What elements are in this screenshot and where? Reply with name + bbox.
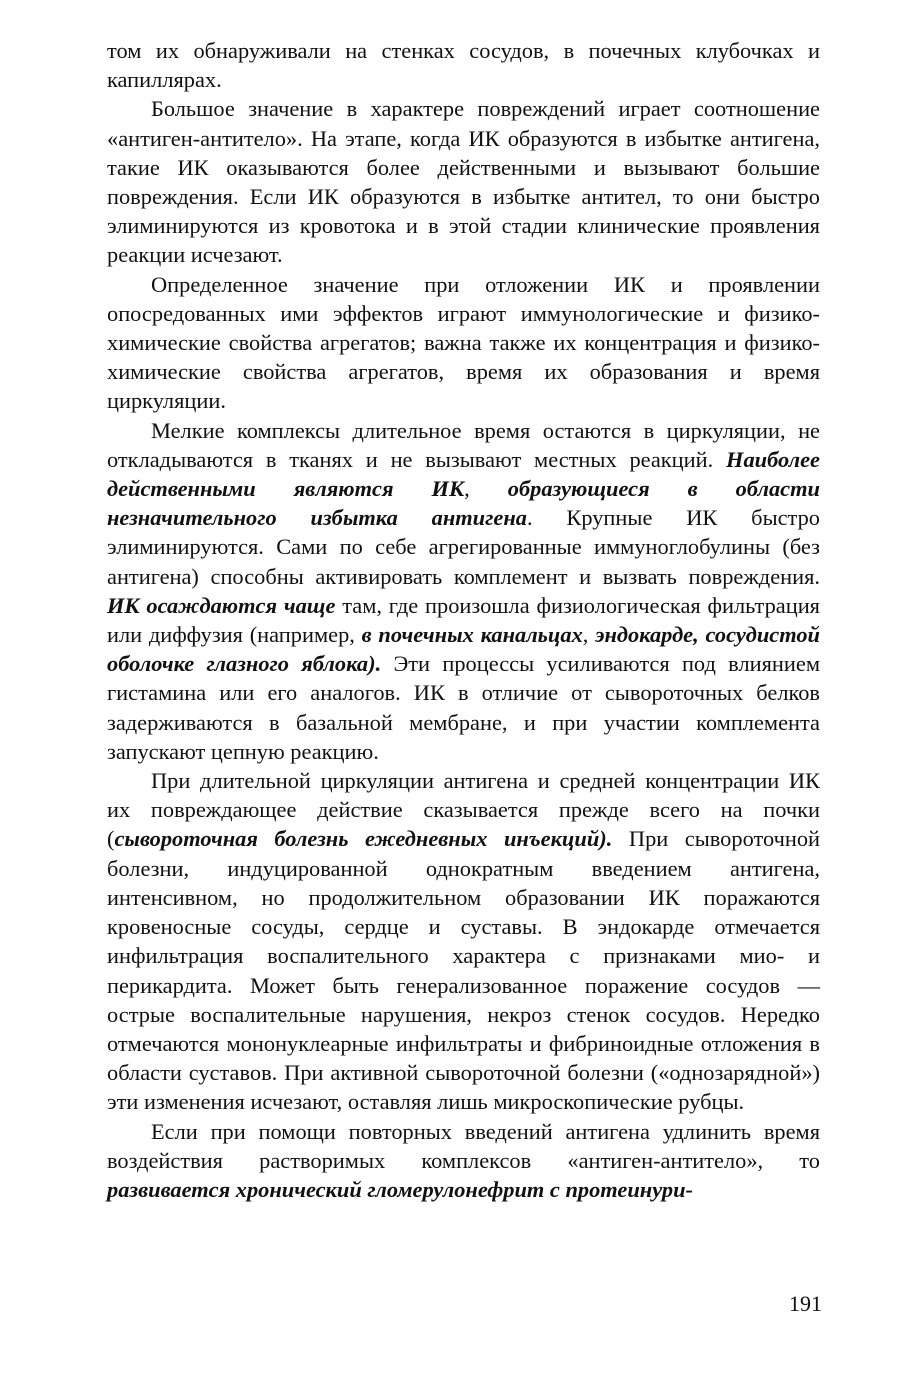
paragraph-4	[107, 416, 820, 766]
emphasis-span: Наиболее действенными являются ИК	[107, 446, 820, 502]
text-span: том их обнаруживали на стенках сосудов, в почечных клубочках и капиллярах.	[107, 38, 820, 93]
emphasis-span: сывороточная болезнь ежедневных инъекций).	[114, 826, 613, 852]
text-span: там, где произошла физиологическая фильтрация или диффузия (например,	[107, 592, 820, 648]
text-span: Мелкие комплексы длительное время остаются в циркуляции, не откладываются в тканях и не вызывают местных реакций.	[107, 417, 820, 472]
emphasis-span: ИК осаждаются чаще	[107, 592, 336, 618]
emphasis-span: в почечных канальцах	[361, 622, 583, 648]
paragraph-6	[107, 1117, 820, 1205]
paragraph-1	[107, 36, 820, 94]
page-body	[107, 36, 820, 1204]
paragraph-5	[107, 766, 820, 1116]
text-span: ,	[582, 622, 596, 648]
page-number: 191	[789, 1291, 822, 1316]
text-span: Если при помощи повторных введений антигена удлинить время воздействия растворимых комплексов «антиген-антитело», то	[107, 1118, 820, 1173]
emphasis-span: развивается хронический гломерулонефрит с протеинури-	[107, 1176, 693, 1202]
text-span: Определенное значение при отложении ИК и проявлении опосредованных ими эффектов играют иммунологические и физико-химические свойства агрегатов; важна также их концентрация и физико-химические свойства агрегатов, время их образования и время циркуляции.	[107, 271, 820, 414]
text-span: Большое значение в характере повреждений играет соотношение «антиген-антитело». На этапе, когда ИК образуются в избытке антигена, такие ИК оказываются более действенными и вызывают большие повреждения. Если ИК образуются в избытке антител, то они быстро элиминируются из кровотока и в этой стадии клинические проявления реакции исчезают.	[107, 96, 820, 268]
text-span: ,	[464, 476, 508, 502]
text-span: Эти процессы усиливаются под влиянием гистамина или его аналогов. ИК в отличие от сывороточных белков задерживаются в базальной мембране, и при участии комплемента запускают цепную реакцию.	[107, 651, 820, 764]
text-span: При длительной циркуляции антигена и средней концентрации ИК их повреждающее действие сказывается прежде всего на почки (	[107, 768, 820, 852]
emphasis-span: образующиеся в области незначительного избытка антигена	[107, 476, 820, 531]
paragraph-3	[107, 270, 820, 416]
text-span: . Крупные ИК быстро элиминируются. Сами по себе агрегированные иммуноглобулины (без антигена) способны активировать комплемент и вызвать повреждения.	[107, 505, 820, 589]
paragraph-2	[107, 94, 820, 269]
text-span: При сывороточной болезни, индуцированной однократным введением антигена, интенсивном, но продолжительном образовании ИК поражаются кровеносные сосуды, сердце и суставы. В эндокарде отмечается инфильтрация воспалительного характера с признаками мио- и перикардита. Может быть генерализованное поражение сосудов — острые воспалительные нарушения, некроз стенок сосудов. Нередко отмечаются мононуклеарные инфильтраты и фибриноидные отложения в области суставов. При активной сывороточной болезни («однозарядной») эти изменения исчезают, оставляя лишь микроскопические рубцы.	[107, 826, 820, 1115]
emphasis-span: эндокарде, сосудистой оболочке глазного яблока).	[107, 622, 820, 677]
